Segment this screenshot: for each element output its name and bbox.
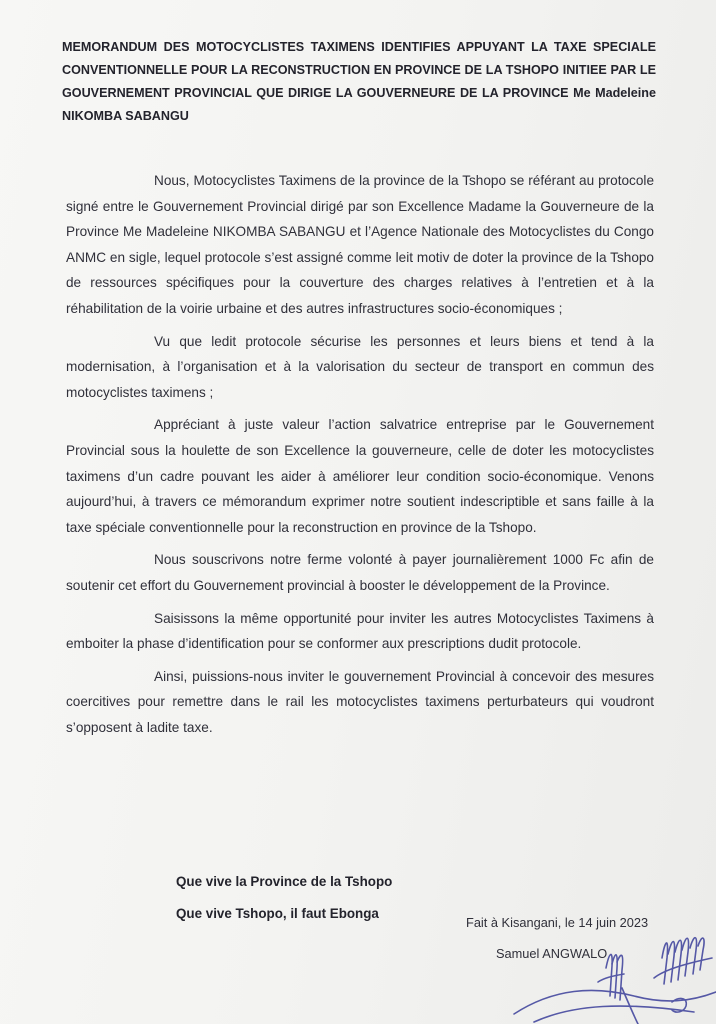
handwritten-signature (494, 918, 716, 1024)
paragraph-preamble: Nous, Motocyclistes Taximens de la province de la Tshopo se référant au protocole signé entre le Gouvernement Provincial dirigé par son Excellence Madame la Gouverneure de la Province Me Madeleine NIKOMBA SABANGU et l’Agence Nationale des Motocyclistes du Congo ANMC en sigle, lequel protocole s’est assigné comme leit motiv de doter la province de la Tshopo de ressources spécifiques pour la couverture des charges relatives à l’entretien et à la réhabilitation de la voirie urbaine et des autres infrastructures socio-économiques ; (66, 173, 654, 316)
slogan-province: Que vive la Province de la Tshopo (176, 874, 393, 889)
paragraph-coercive-measures: Ainsi, puissions-nous inviter le gouvernement Provincial à concevoir des mesures coercitives pour remettre dans le rail les motocyclistes taximens perturbateurs qui voudront s’opposent à ladite taxe. (66, 668, 654, 735)
document-title: MEMORANDUM DES MOTOCYCLISTES TAXIMENS IDENTIFIES APPUYANT LA TAXE SPECIALE CONVENTIONNELLE POUR LA RECONSTRUCTION EN PROVINCE DE LA TSHOPO INITIEE PAR LE GOUVERNEMENT PROVINCIAL QUE DIRIGE LA GOUVERNEURE DE LA PROVINCE Me Madeleine NIKOMBA SABANGU (62, 40, 656, 123)
paragraph-protocol-security: Vu que ledit protocole sécurise les personnes et leurs biens et tend à la modernisation, à l’organisation et à la valorisation du secteur de transport en commun des motocyclistes taximens ; (66, 333, 654, 400)
slogan-ebonga: Que vive Tshopo, il faut Ebonga (176, 906, 379, 921)
slogans (176, 866, 392, 930)
document-body (66, 168, 654, 747)
place-and-date: Fait à Kisangani, le 14 juin 2023 (466, 915, 649, 930)
paragraph-daily-payment: Nous souscrivons notre ferme volonté à payer journalièrement 1000 Fc afin de soutenir cet effort du Gouvernement provincial à booster le développement de la Province. (66, 552, 654, 593)
paragraph-invitation: Saisissons la même opportunité pour inviter les autres Motocyclistes Taximens à emboiter la phase d’identification pour se conformer aux prescriptions dudit protocole. (66, 610, 654, 652)
signer-name: Samuel ANGWALO (496, 946, 608, 961)
paragraph-appreciation: Appréciant à juste valeur l’action salvatrice entreprise par le Gouvernement Provincial sous la houlette de son Excellence la gouverneure, celle de doter les motocyclistes taximens d’un cadre pouvant les aider à améliorer leur condition socio-économique. Venons aujourd’hui, à travers ce mémorandum exprimer notre soutient indescriptible et sans faille à la taxe spéciale conventionnelle pour la reconstruction en province de la Tshopo. (66, 417, 654, 535)
